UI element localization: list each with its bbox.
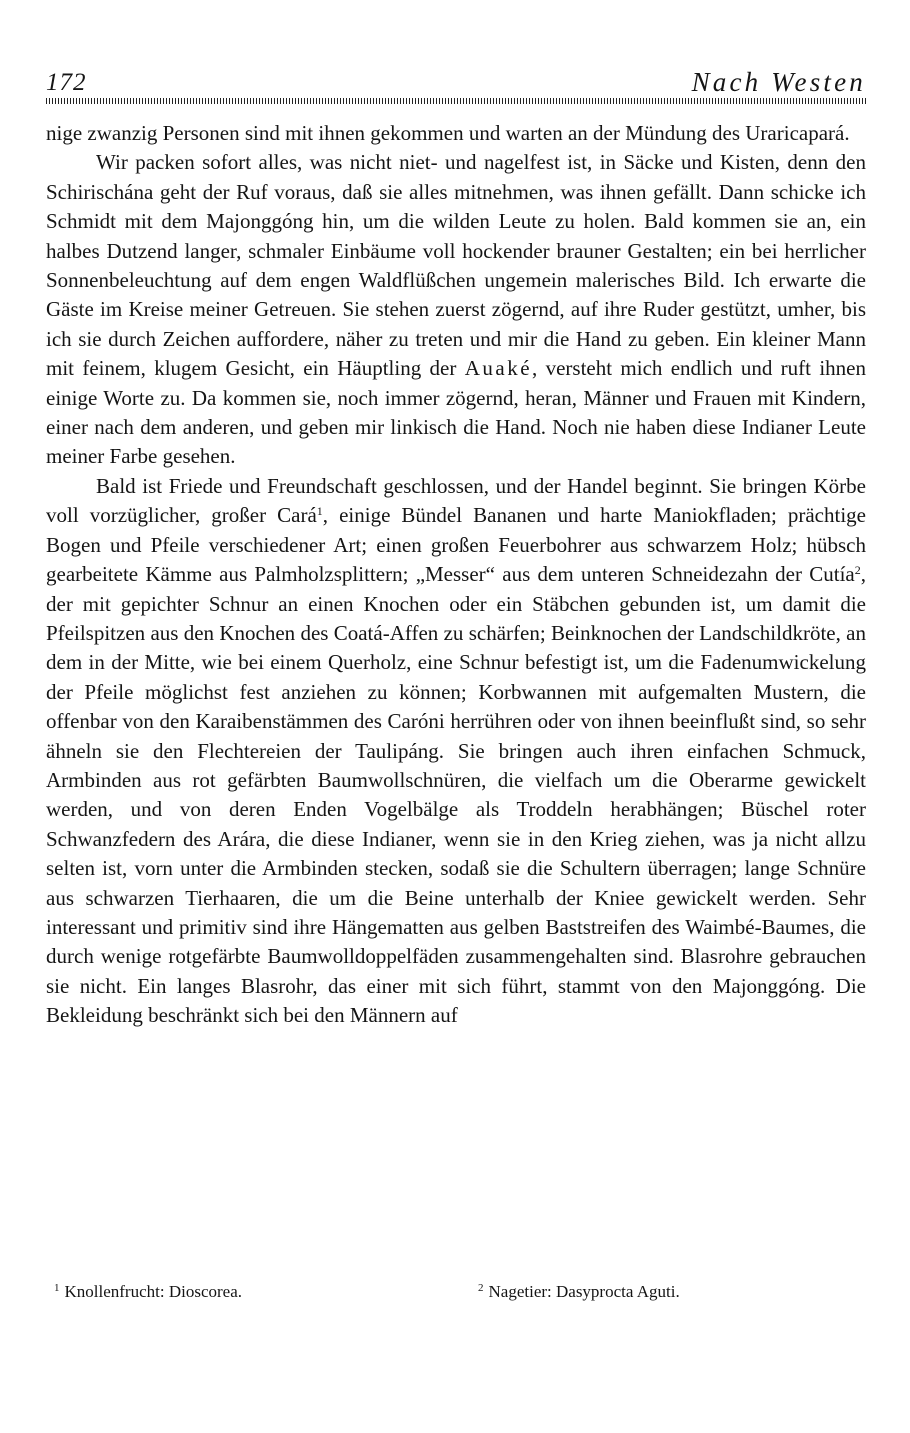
paragraph-3-text-b: , einige Bündel Bananen und harte Maniokfladen; prächtige Bogen und Pfeile verschiedener Art; einen großen Feuerbohrer aus schwarzem Holz; hübsch gearbeitete Kämme aus Palmholzsplittern; „Messer“ aus dem unteren Schneidezahn der Cutía [46, 503, 866, 587]
paragraph-2 [46, 148, 866, 471]
paragraph-3-text-a: Bald ist Friede und Freundschaft geschlossen, und der Handel beginnt. Sie bringen Körbe voll vorzüglicher, großer Cará [46, 473, 866, 528]
paragraph-3 [46, 472, 866, 1031]
paragraph-2-text-a: Wir packen sofort alles, was nicht niet- und nagelfest ist, in Säcke und Kisten, denn den Schirischána geht der Ruf voraus, daß sie alles mitnehmen, was ihnen gefällt. Dann schicke ich Schmidt mit dem Majonggóng hin, um die wilden Leute zu holen. Bald kommen sie an, ein halbes Dutzend langer, schmaler Einbäume voll hockender brauner Gestalten; ein bei herrlicher Sonnenbeleuchtung auf dem engen Waldflüßchen ungemein malerisches Bild. Ich erwarte die Gäste im Kreise meiner Getreuen. Sie stehen zuerst zögernd, auf ihre Ruder gestützt, umher, bis ich sie durch Zeichen auffordere, näher zu treten und mir die Hand zu geben. Ein kleiner Mann mit feinem, klugem Gesicht, ein Häuptling der [46, 150, 866, 381]
footnote-1-mark: 1 [54, 1282, 60, 1294]
book-page [46, 64, 866, 1301]
body-text [46, 119, 866, 1031]
paragraph-3-text-c: , der mit gepichter Schnur an einen Knochen oder ein Stäbchen gebunden ist, um damit die Pfeilspitzen aus den Knochen des Coatá-Affen zu schärfen; Beinknochen der Landschildkröte, an dem in der Mitte, wie bei einem Querholz, eine Schnur befestigt ist, um die Fadenumwickelung der Pfeile möglichst fest anziehen zu können; Korbwannen mit aufgemalten Mustern, die offenbar von den Karaibenstämmen des Caróni herrühren oder von ihnen beeinflußt sind, so sehr ähneln sie den Flechtereien der Taulipáng. Sie bringen auch ihren einfachen Schmuck, Armbinden aus rot gefärbten Baumwollschnüren, die vielfach um die Oberarme gewickelt werden, und von deren Enden Vogelbälge als Troddeln herabhängen; Büschel roter Schwanzfedern des Arára, die diese Indianer, wenn sie in den Krieg ziehen, was ja nicht allzu selten ist, vorn unter die Armbinden stecken, sodaß sie die Schultern überragen; lange Schnüre aus schwarzen Tierhaaren, die um die Beine unterhalb der Kniee gewickelt werden. Sehr interessant und primitiv sind ihre Hängematten aus gelben Baststreifen des Waimbé-Baumes, die durch wenige rotgefärbte Baumwolldoppelfäden zusammengehalten sind. Blasrohre gebrauchen sie nicht. Ein langes Blasrohr, das einer mit sich führt, stammt von den Majonggóng. Die Bekleidung beschränkt sich bei den Männern auf [46, 562, 866, 1028]
paragraph-2-text-b: , versteht mich endlich und ruft ihnen einige Worte zu. Da kommen sie, noch immer zögernd, heran, Männer und Frauen mit Kindern, einer nach dem anderen, und geben mir linkisch die Hand. Noch nie haben diese Indianer Leute meiner Farbe gesehen. [46, 356, 866, 469]
footnote-1 [54, 1281, 242, 1303]
page-header [46, 64, 866, 98]
running-title: Nach Westen [691, 67, 866, 97]
footnote-1-text: Knollenfrucht: Dioscorea. [64, 1282, 242, 1301]
paragraph-continued [46, 119, 866, 148]
ornamental-rule [46, 98, 866, 104]
footnote-2-mark: 2 [478, 1282, 484, 1294]
paragraph-1-text: nige zwanzig Personen sind mit ihnen gekommen und warten an der Mündung des Uraricapará. [46, 121, 850, 145]
tribe-name-spaced: Auaké [464, 356, 533, 381]
page-number: 172 [46, 69, 87, 96]
footnote-2 [478, 1281, 680, 1303]
footnote-2-text: Nagetier: Dasyprocta Aguti. [488, 1282, 680, 1301]
footnote-ref-2: 2 [854, 563, 861, 578]
footnote-ref-1: 1 [316, 504, 323, 519]
